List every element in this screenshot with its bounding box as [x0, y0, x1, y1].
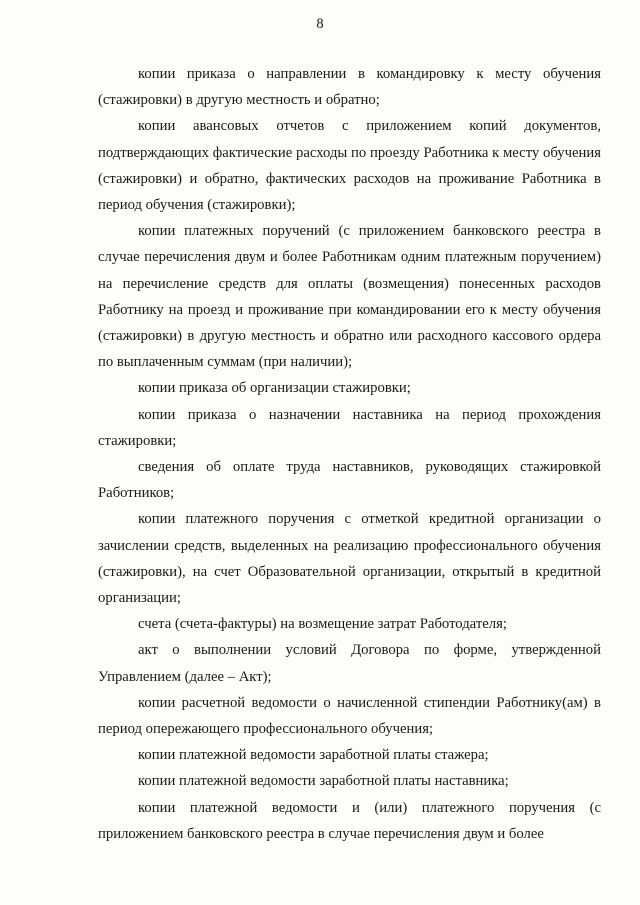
paragraph: копии платежных поручений (с приложением банковского реестра в случае перечисления двум и более Работникам одним платежным поручением) на перечисление средств для оплаты (возмещения) понесенных расходов Работнику на проезд и проживание при командировании его к месту обучения (стажировки) в другую местность и обратно или расходного кассового ордера по выплаченным суммам (при наличии);	[98, 223, 601, 371]
page-number: 8	[316, 16, 324, 32]
paragraph: копии авансовых отчетов с приложением копий документов, подтверждающих фактические расходы по проезду Работника к месту обучения (стажировки) и обратно, фактических расходов на проживание Работника в период обучения (стажировки);	[98, 118, 601, 214]
document-body	[98, 61, 601, 847]
paragraph: счета (счета-фактуры) на возмещение затрат Работодателя;	[138, 616, 507, 633]
paragraph: копии платежной ведомости заработной платы наставника;	[138, 773, 509, 790]
paragraph: копии расчетной ведомости о начисленной стипендии Работнику(ам) в период опережающего профессионального обучения;	[98, 694, 601, 738]
paragraph: копии приказа об организации стажировки;	[138, 380, 411, 397]
paragraph: копии платежной ведомости заработной платы стажера;	[138, 747, 489, 764]
paragraph: копии приказа о назначении наставника на период прохождения стажировки;	[98, 406, 601, 449]
paragraph: акт о выполнении условий Договора по форме, утвержденной Управлением (далее – Акт);	[98, 642, 601, 685]
paragraph: копии платежной ведомости и (или) платежного поручения (с приложением банковского реестра в случае перечисления двум и более	[98, 799, 601, 842]
paragraph: копии приказа о направлении в командировку к месту обучения (стажировки) в другую местность и обратно;	[98, 66, 601, 109]
paragraph: копии платежного поручения с отметкой кредитной организации о зачислении средств, выделенных на реализацию профессионального обучения (стажировки), на счет Образовательной организации, открытый в кредитной организации;	[98, 511, 601, 607]
paragraph: сведения об оплате труда наставников, руководящих стажировкой Работников;	[98, 459, 601, 502]
